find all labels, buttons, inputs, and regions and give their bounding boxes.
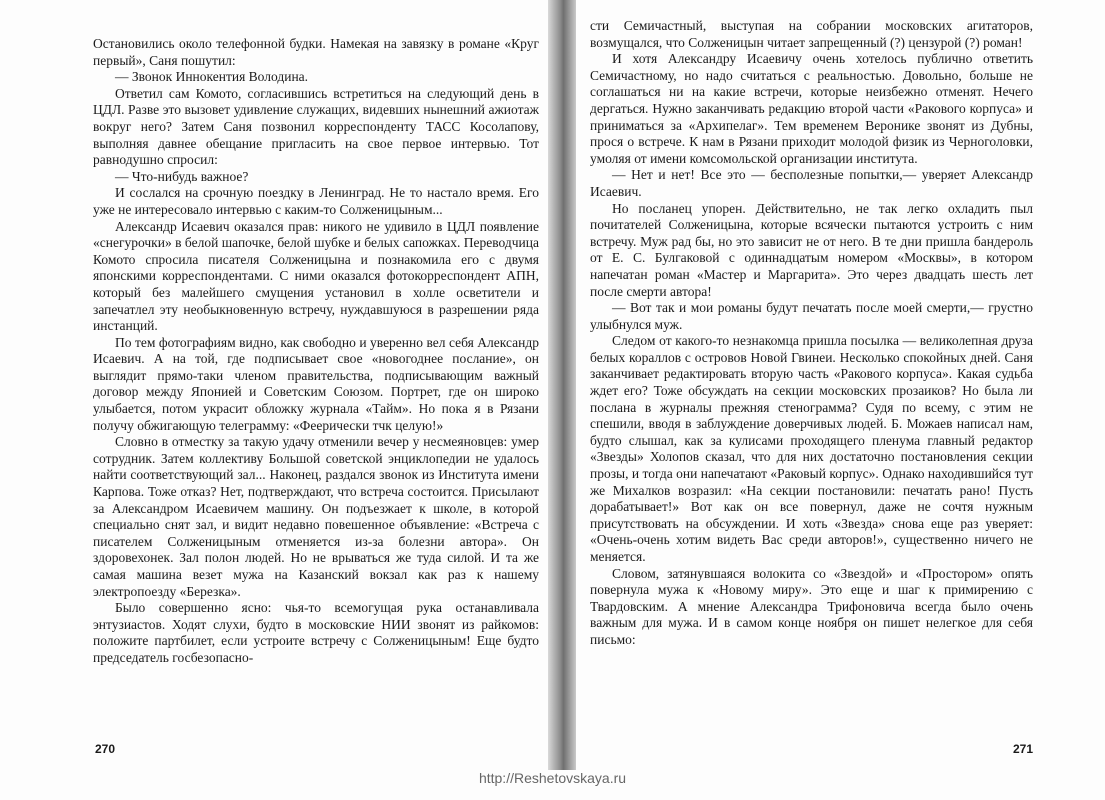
book-gutter [548,0,576,770]
right-paragraph-5: — Вот так и мои романы будут печатать после моей смерти,— грустно улыбнулся муж. [590,300,1033,332]
left-paragraph-5: И сослался на срочную поездку в Ленинград. Не то настало время. Его уже не интересовало интервью с каким-то Солженицыным... [93,185,539,217]
left-paragraph-1: Остановились около телефонной будки. Намекая на завязку в романе «Круг первый», Саня пошутил: [93,36,539,68]
left-paragraph-6: Александр Исаевич оказался прав: никого не удивило в ЦДЛ появление «снегурочки» в белой шапочке, белой шубке и белых сапожках. Переводчица Комото спросила писателя Солженицына и познакомила его с двумя японскими корреспондентами. С ними оказался фотокорреспондент АПН, который без малейшего смущения установил в холле осветители и запечатлел эту необыкновенную встречу, нуждавшуюся в разрешении ряда инстанций. [93,218,539,334]
right-page [590,18,1033,758]
right-paragraph-7: Словом, затянувшаяся волокита со «Звездой» и «Простором» опять повернула мужа к «Новому миру». Это еще и шаг к примирению с Твардовским. А мнение Александра Трифоновича всегда было очень важным для мужа. И в самом конце ноября он пишет нелегкое для себя письмо: [590,565,1033,647]
left-paragraph-9: Было совершенно ясно: чья-то всемогущая рука останавливала энтузиастов. Ходят слухи, будто в московские НИИ звонят из райкомов: положите партбилет, если устроите встречу с Солженицыным! Еще будто председатель госбезопасно- [93,600,539,665]
left-page-number: 270 [95,742,116,756]
right-paragraph-4: Но посланец упорен. Действительно, не так легко охладить пыл почитателей Солженицына, которые всячески пытаются устроить с ним встречу. Муж рад бы, но это зависит не от него. В те дни пришла бандероль от Е. С. Булгаковой с одиннадцатым номером «Москвы», в котором напечатан роман «Мастер и Маргарита». Это через двадцать шесть лет после смерти автора! [590,200,1033,299]
left-paragraph-8: Словно в отместку за такую удачу отменили вечер у несмеяновцев: умер сотрудник. Затем коллективу Большой советской энциклопедии не удалось найти соответствующий зал... Наконец, раздался звонок из Института имени Карпова. Тоже отказ? Нет, подтверждают, что встреча состоится. Присылают за Александром Исаевичем машину. Он подъезжает к школе, в которой специально снят зал, и видит недавно повешенное объявление: «Встреча с писателем Солженицыным отменяется из-за болезни автора». Он здоровехонек. Зал полон людей. Но не врываться же туда силой. И та же самая машина везет мужа на Казанский вокзал как раз к нашему электропоезду «Березка». [93,434,539,599]
right-paragraph-1: сти Семичастный, выступая на собрании московских агитаторов, возмущался, что Солженицын читает запрещенный (?) цензурой (?) роман! [590,18,1033,50]
left-paragraph-7: По тем фотографиям видно, как свободно и уверенно вел себя Александр Исаевич. А на той, где подписывает свое «новогоднее послание», он выглядит прямо-таки членом правительства, подписывающим важный договор между Японией и Советским Союзом. Портрет, где он широко улыбается, потом украсит обложку журнала «Тайм». Но пока я в Рязани получу обжигающую телеграмму: «Феерически тчк целую!» [93,334,539,433]
right-paragraph-3: — Нет и нет! Все это — бесполезные попытки,— уверяет Александр Исаевич. [590,167,1033,199]
left-paragraph-3: Ответил сам Комото, согласившись встретиться на следующий день в ЦДЛ. Разве это вызовет удивление служащих, видевших нынешний ажиотаж вокруг него? Затем Саня позвонил корреспонденту ТАСС Косолапову, выполняя давнее обещание пригласить на свое первое интервью. Тот равнодушно спросил: [93,85,539,168]
source-watermark: http://Reshetovskaya.ru [478,770,627,786]
left-paragraph-2: — Звонок Иннокентия Володина. [115,69,309,85]
right-page-number: 271 [1013,742,1034,756]
left-paragraph-4: — Что-нибудь важное? [115,168,249,184]
left-page [93,18,539,758]
right-paragraph-2: И хотя Александру Исаевичу очень хотелось публично ответить Семичастному, но надо считаться с реальностью. Довольно, больше не соглашаться ни на какие встречи, которые неизбежно отменят. Нечего дергаться. Нужно заканчивать редакцию второй части «Ракового корпуса» и приниматься за «Архипелаг». Тем временем Веронике звонят из Дубны, прося о встрече. К нам в Рязани приходит молодой физик из Черноголовки, умоляя от имени комсомольской организации института. [590,51,1033,166]
right-paragraph-6: Следом от какого-то незнакомца пришла посылка — великолепная друза белых кораллов с островов Новой Гвинеи. Несколько спокойных дней. Саня заканчивает редактировать вторую часть «Ракового корпуса». Какая судьба ждет его? Тоже обсуждать на секции московских прозаиков? Но была ли послана в журналы прежняя стенограмма? Судя по всему, с этим не спешили, вводя в заблуждение доверчивых людей. Б. Можаев написал нам, будто слышал, как за кулисами проходящего пленума главный редактор «Звезды» Холопов сказал, что для них достаточно постановления секции прозы, и тогда они напечатают «Раковый корпус». Однако находившийся тут же Михалков возразил: «На секции постановили: печатать рано! Пусть дорабатывает!» Вот как он все повернул, даже не сочтя нужным присутствовать на обсуждении. И хоть «Звезда» снова еще раз уверяет: «Очень-очень хотим видеть Вас среди авторов!», существенно ничего не меняется. [590,333,1033,564]
